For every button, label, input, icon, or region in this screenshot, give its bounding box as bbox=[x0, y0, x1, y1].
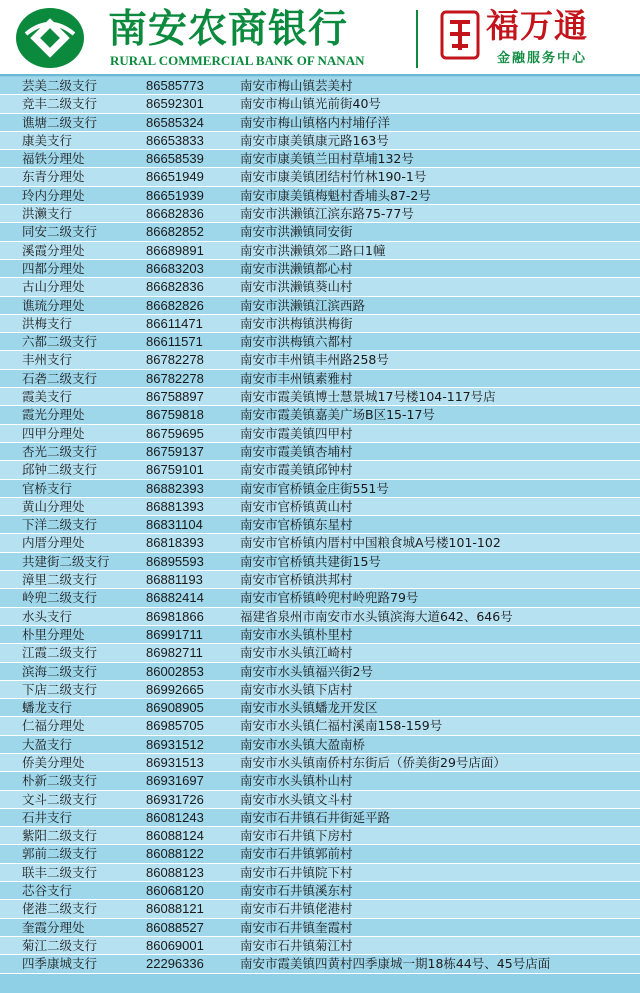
branch-phone: 86682836 bbox=[146, 279, 204, 295]
branch-address: 南安市水头镇福兴街2号 bbox=[240, 663, 373, 679]
branch-row bbox=[0, 443, 640, 461]
branch-address: 南安市洪濑镇江滨西路 bbox=[240, 297, 366, 313]
branch-phone: 86758897 bbox=[146, 389, 204, 405]
branch-phone: 86782278 bbox=[146, 352, 204, 368]
branch-row bbox=[0, 717, 640, 735]
branch-name: 溪霞分理处 bbox=[22, 242, 85, 258]
branch-name: 古山分理处 bbox=[22, 279, 85, 295]
bank-coin-logo-icon bbox=[12, 4, 88, 72]
branch-name: 福铁分理处 bbox=[22, 151, 85, 167]
branch-phone: 86585773 bbox=[146, 78, 204, 93]
branch-row bbox=[0, 278, 640, 296]
branch-name: 邱钟二级支行 bbox=[22, 462, 98, 478]
branch-name: 水头支行 bbox=[22, 608, 73, 624]
branch-address: 南安市官桥镇内厝村中国粮食城A号楼101-102 bbox=[240, 535, 501, 551]
branch-name: 郭前二级支行 bbox=[22, 846, 98, 862]
branch-row bbox=[0, 333, 640, 351]
fu-seal-icon bbox=[440, 10, 480, 60]
branch-name: 下店二级支行 bbox=[22, 681, 98, 697]
branch-name: 朴里分理处 bbox=[22, 626, 85, 642]
branch-row bbox=[0, 626, 640, 644]
branch-address: 南安市官桥镇黄山村 bbox=[240, 498, 353, 514]
branch-name: 霞光分理处 bbox=[22, 407, 85, 423]
branch-phone: 86682826 bbox=[146, 297, 204, 313]
branch-phone: 86585324 bbox=[146, 114, 204, 130]
branch-name: 岭兜二级支行 bbox=[22, 590, 98, 606]
branch-name: 四都分理处 bbox=[22, 260, 85, 276]
branch-row bbox=[0, 461, 640, 479]
branch-address: 南安市梅山镇光前街40号 bbox=[240, 96, 381, 112]
branch-list bbox=[0, 77, 640, 974]
branch-row bbox=[0, 516, 640, 534]
branch-phone: 86759137 bbox=[146, 443, 204, 459]
branch-address: 南安市丰州镇素雅村 bbox=[240, 370, 353, 386]
branch-address: 南安市梅山镇芸美村 bbox=[240, 78, 353, 93]
branch-phone: 86658539 bbox=[146, 151, 204, 167]
branch-row bbox=[0, 406, 640, 424]
branch-address: 南安市洪梅镇洪梅街 bbox=[240, 315, 353, 331]
branch-phone: 86881193 bbox=[146, 572, 203, 588]
branch-phone: 86882393 bbox=[146, 480, 204, 496]
branch-row bbox=[0, 571, 640, 589]
branch-name: 奎霞分理处 bbox=[22, 919, 85, 935]
branch-phone: 86088121 bbox=[146, 901, 204, 917]
branch-name: 紫阳二级支行 bbox=[22, 828, 98, 844]
branch-address: 南安市水头镇仁福村溪南158-159号 bbox=[240, 718, 443, 734]
branch-name: 共建街二级支行 bbox=[22, 553, 110, 569]
branch-address: 南安市康美镇团结村竹林190-1号 bbox=[240, 169, 427, 185]
branch-phone: 86682852 bbox=[146, 224, 204, 240]
branch-phone: 86088527 bbox=[146, 919, 204, 935]
branch-name: 朴新二级支行 bbox=[22, 773, 98, 789]
branch-row bbox=[0, 114, 640, 132]
branch-row bbox=[0, 882, 640, 900]
branch-phone: 86931513 bbox=[146, 754, 204, 770]
branch-row bbox=[0, 589, 640, 607]
branch-name: 文斗二级支行 bbox=[22, 791, 98, 807]
branch-row bbox=[0, 919, 640, 937]
branch-name: 大盈支行 bbox=[22, 736, 73, 752]
branch-phone: 86931726 bbox=[146, 791, 204, 807]
branch-name: 蟠龙支行 bbox=[22, 700, 73, 716]
header-divider bbox=[416, 10, 418, 68]
branch-name: 石砻二级支行 bbox=[22, 370, 98, 386]
branch-address: 南安市霞美镇邱钟村 bbox=[240, 462, 353, 478]
branch-phone: 86759101 bbox=[146, 462, 204, 478]
branch-phone: 86651939 bbox=[146, 187, 204, 203]
branch-row bbox=[0, 260, 640, 278]
branch-row bbox=[0, 699, 640, 717]
branch-name: 黄山分理处 bbox=[22, 498, 85, 514]
branch-row bbox=[0, 242, 640, 260]
branch-address: 南安市梅山镇格内村埔仔洋 bbox=[240, 114, 391, 130]
branch-name: 谯琉分理处 bbox=[22, 297, 85, 313]
branch-phone: 86689891 bbox=[146, 242, 204, 258]
branch-name: 洪濑支行 bbox=[22, 206, 73, 222]
branch-name: 洪梅支行 bbox=[22, 315, 73, 331]
branch-address: 福建省泉州市南安市水头镇滨海大道642、646号 bbox=[240, 608, 513, 624]
branch-phone: 86088122 bbox=[146, 846, 204, 862]
branch-address: 南安市石井镇佬港村 bbox=[240, 901, 353, 917]
brand-name: 福万通 bbox=[486, 6, 588, 45]
header-banner bbox=[0, 0, 640, 76]
branch-phone: 86592301 bbox=[146, 96, 204, 112]
branch-row bbox=[0, 736, 640, 754]
branch-row bbox=[0, 205, 640, 223]
branch-name: 康美支行 bbox=[22, 132, 73, 148]
branch-address: 南安市水头镇江崎村 bbox=[240, 645, 353, 661]
branch-row bbox=[0, 480, 640, 498]
branch-phone: 86931697 bbox=[146, 773, 204, 789]
branch-row bbox=[0, 187, 640, 205]
branch-row bbox=[0, 937, 640, 955]
branch-row bbox=[0, 900, 640, 918]
branch-row bbox=[0, 553, 640, 571]
branch-row bbox=[0, 77, 640, 95]
branch-name: 内厝分理处 bbox=[22, 535, 85, 551]
branch-row bbox=[0, 223, 640, 241]
branch-name: 霞美支行 bbox=[22, 389, 73, 405]
branch-address: 南安市洪濑镇同安街 bbox=[240, 224, 353, 240]
brand-subtitle: 金融服务中心 bbox=[497, 51, 588, 66]
branch-name: 芸美二级支行 bbox=[22, 78, 98, 93]
branch-address: 南安市水头镇蟠龙开发区 bbox=[240, 700, 378, 716]
branch-row bbox=[0, 498, 640, 516]
branch-name: 滨海二级支行 bbox=[22, 663, 98, 679]
branch-row bbox=[0, 644, 640, 662]
branch-phone: 86088124 bbox=[146, 828, 204, 844]
branch-name: 竞丰二级支行 bbox=[22, 96, 98, 112]
branch-row bbox=[0, 351, 640, 369]
branch-name: 联丰二级支行 bbox=[22, 864, 98, 880]
branch-phone: 86982711 bbox=[146, 645, 203, 661]
branch-phone: 86931512 bbox=[146, 736, 204, 752]
branch-row bbox=[0, 681, 640, 699]
branch-phone: 86831104 bbox=[146, 517, 203, 533]
branch-address: 南安市水头镇朴山村 bbox=[240, 773, 353, 789]
branch-address: 南安市霞美镇四甲村 bbox=[240, 425, 353, 441]
branch-phone: 86651949 bbox=[146, 169, 204, 185]
branch-address: 南安市官桥镇洪邦村 bbox=[240, 572, 353, 588]
branch-name: 四季康城支行 bbox=[22, 956, 98, 972]
branch-name: 下洋二级支行 bbox=[22, 517, 98, 533]
branch-address: 南安市官桥镇金庄街551号 bbox=[240, 480, 389, 496]
branch-phone: 86759818 bbox=[146, 407, 204, 423]
branch-address: 南安市霞美镇杏埔村 bbox=[240, 443, 353, 459]
branch-row bbox=[0, 845, 640, 863]
branch-address: 南安市康美镇梅魁村香埔头87-2号 bbox=[240, 187, 431, 203]
branch-address: 南安市洪濑镇郊二路口1幢 bbox=[240, 242, 386, 258]
branch-phone: 86683203 bbox=[146, 260, 204, 276]
branch-row bbox=[0, 608, 640, 626]
branch-address: 南安市石井镇郭前村 bbox=[240, 846, 353, 862]
branch-name: 谯塘二级支行 bbox=[22, 114, 98, 130]
branch-phone: 86992665 bbox=[146, 681, 204, 697]
bank-name-cn: 南安农商银行 bbox=[108, 6, 349, 52]
branch-row bbox=[0, 150, 640, 168]
branch-phone: 86991711 bbox=[146, 626, 203, 642]
branch-row bbox=[0, 388, 640, 406]
branch-name: 江霞二级支行 bbox=[22, 645, 98, 661]
branch-address: 南安市水头镇大盈南桥 bbox=[240, 736, 366, 752]
branch-address: 南安市丰州镇丰州路258号 bbox=[240, 352, 389, 368]
branch-name: 同安二级支行 bbox=[22, 224, 98, 240]
branch-name: 仁福分理处 bbox=[22, 718, 85, 734]
branch-phone: 86653833 bbox=[146, 132, 204, 148]
branch-name: 四甲分理处 bbox=[22, 425, 85, 441]
branch-address: 南安市霞美镇博士慧景城17号楼104-117号店 bbox=[240, 389, 496, 405]
branch-phone: 86782278 bbox=[146, 370, 204, 386]
branch-row bbox=[0, 315, 640, 333]
branch-name: 玲内分理处 bbox=[22, 187, 85, 203]
branch-name: 六都二级支行 bbox=[22, 334, 98, 350]
branch-name: 东青分理处 bbox=[22, 169, 85, 185]
branch-address: 南安市康美镇康元路163号 bbox=[240, 132, 389, 148]
branch-row bbox=[0, 772, 640, 790]
branch-phone: 86895593 bbox=[146, 553, 204, 569]
branch-address: 南安市水头镇下店村 bbox=[240, 681, 353, 697]
branch-address: 南安市石井镇下房村 bbox=[240, 828, 353, 844]
branch-phone: 86908905 bbox=[146, 700, 204, 716]
branch-row bbox=[0, 425, 640, 443]
branch-phone: 86068120 bbox=[146, 883, 204, 899]
branch-name: 芯谷支行 bbox=[22, 883, 73, 899]
branch-row bbox=[0, 754, 640, 772]
branch-phone: 86759695 bbox=[146, 425, 204, 441]
branch-address: 南安市石井镇溪东村 bbox=[240, 883, 353, 899]
branch-address: 南安市石井镇石井街延平路 bbox=[240, 809, 391, 825]
branch-address: 南安市官桥镇共建街15号 bbox=[240, 553, 381, 569]
branch-name: 杏光二级支行 bbox=[22, 443, 98, 459]
branch-row bbox=[0, 791, 640, 809]
branch-phone: 86069001 bbox=[146, 937, 204, 953]
branch-phone: 86985705 bbox=[146, 718, 204, 734]
branch-address: 南安市洪濑镇都心村 bbox=[240, 260, 353, 276]
branch-name: 石井支行 bbox=[22, 809, 73, 825]
branch-address: 南安市石井镇菊江村 bbox=[240, 937, 353, 953]
branch-address: 南安市官桥镇岭兜村岭兜路79号 bbox=[240, 590, 419, 606]
branch-phone: 86002853 bbox=[146, 663, 204, 679]
branch-row bbox=[0, 864, 640, 882]
branch-phone: 86088123 bbox=[146, 864, 204, 880]
branch-address: 南安市洪濑镇江滨东路75-77号 bbox=[240, 206, 414, 222]
branch-row bbox=[0, 370, 640, 388]
branch-name: 佬港二级支行 bbox=[22, 901, 98, 917]
branch-address: 南安市康美镇兰田村草埔132号 bbox=[240, 151, 414, 167]
branch-address: 南安市官桥镇东星村 bbox=[240, 517, 353, 533]
branch-row bbox=[0, 955, 640, 973]
branch-row bbox=[0, 663, 640, 681]
branch-row bbox=[0, 809, 640, 827]
branch-row bbox=[0, 168, 640, 186]
branch-phone: 86611571 bbox=[146, 334, 203, 350]
branch-phone: 86682836 bbox=[146, 206, 204, 222]
branch-row bbox=[0, 534, 640, 552]
branch-name: 丰州支行 bbox=[22, 352, 73, 368]
branch-phone: 86882414 bbox=[146, 590, 204, 606]
branch-phone: 86611471 bbox=[146, 315, 203, 331]
branch-row bbox=[0, 297, 640, 315]
branch-row bbox=[0, 132, 640, 150]
branch-row bbox=[0, 95, 640, 113]
branch-phone: 86818393 bbox=[146, 535, 204, 551]
branch-address: 南安市洪濑镇葵山村 bbox=[240, 279, 353, 295]
branch-name: 侨美分理处 bbox=[22, 754, 85, 770]
branch-phone: 86981866 bbox=[146, 608, 204, 624]
branch-address: 南安市石井镇奎霞村 bbox=[240, 919, 353, 935]
branch-name: 菊江二级支行 bbox=[22, 937, 98, 953]
branch-address: 南安市洪梅镇六都村 bbox=[240, 334, 353, 350]
branch-address: 南安市霞美镇四黄村四季康城一期18栋44号、45号店面 bbox=[240, 956, 551, 972]
branch-phone: 86881393 bbox=[146, 498, 204, 514]
branch-address: 南安市石井镇院下村 bbox=[240, 864, 353, 880]
branch-address: 南安市霞美镇嘉美广场B区15-17号 bbox=[240, 407, 435, 423]
branch-address: 南安市水头镇文斗村 bbox=[240, 791, 353, 807]
branch-name: 官桥支行 bbox=[22, 480, 73, 496]
branch-address: 南安市水头镇南侨村东街后（侨美街29号店面） bbox=[240, 754, 506, 770]
branch-row bbox=[0, 827, 640, 845]
branch-phone: 86081243 bbox=[146, 809, 204, 825]
branch-address: 南安市水头镇朴里村 bbox=[240, 626, 353, 642]
branch-name: 漳里二级支行 bbox=[22, 572, 98, 588]
branch-phone: 22296336 bbox=[146, 956, 204, 972]
bank-name-en: RURAL COMMERCIAL BANK OF NANAN bbox=[110, 53, 365, 68]
